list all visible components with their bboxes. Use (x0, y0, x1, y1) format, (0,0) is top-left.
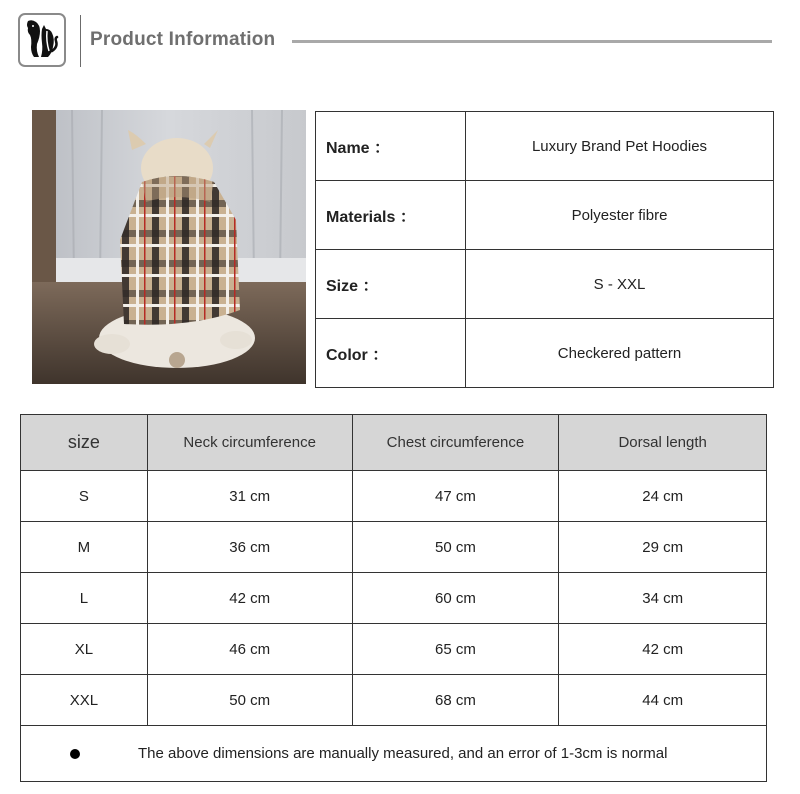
logo (18, 13, 66, 67)
column-header: Neck circumference (147, 415, 352, 471)
chest-cell: 68 cm (352, 675, 559, 726)
measurement-note: The above dimensions are manually measured, and an error of 1-3cm is normal (138, 745, 668, 762)
note-row (21, 726, 767, 782)
info-label: Size ： (316, 250, 466, 319)
column-header: Dorsal length (559, 415, 767, 471)
header-rule (292, 40, 772, 43)
dorsal-cell: 42 cm (559, 624, 767, 675)
column-header: size (21, 415, 148, 471)
size-chart-table (20, 414, 767, 782)
dog-cat-silhouette-icon (22, 17, 62, 63)
table-row (21, 675, 767, 726)
table-row (21, 573, 767, 624)
dog-in-checkered-hoodie-photo (32, 110, 306, 384)
table-row (21, 624, 767, 675)
info-value: Polyester fibre (466, 181, 774, 250)
info-row-size (316, 250, 774, 319)
chest-cell: 50 cm (352, 522, 559, 573)
size-cell: S (21, 471, 148, 522)
info-value: S - XXL (466, 250, 774, 319)
size-chart-header-row (21, 415, 767, 471)
dorsal-cell: 29 cm (559, 522, 767, 573)
dorsal-cell: 44 cm (559, 675, 767, 726)
info-label: Materials ： (316, 181, 466, 250)
size-cell: XXL (21, 675, 148, 726)
neck-cell: 50 cm (147, 675, 352, 726)
info-row-materials (316, 181, 774, 250)
table-row (21, 522, 767, 573)
note-cell (21, 726, 767, 782)
product-photo (32, 110, 306, 384)
size-cell: L (21, 573, 148, 624)
neck-cell: 42 cm (147, 573, 352, 624)
chest-cell: 60 cm (352, 573, 559, 624)
info-label: Name ： (316, 112, 466, 181)
column-header: Chest circumference (352, 415, 559, 471)
info-label: Color ： (316, 319, 466, 388)
table-row (21, 471, 767, 522)
neck-cell: 46 cm (147, 624, 352, 675)
neck-cell: 31 cm (147, 471, 352, 522)
bullet-icon (70, 749, 80, 759)
info-value: Luxury Brand Pet Hoodies (466, 112, 774, 181)
info-row-name (316, 112, 774, 181)
size-cell: M (21, 522, 148, 573)
page-title: Product Information (90, 29, 276, 50)
chest-cell: 47 cm (352, 471, 559, 522)
dorsal-cell: 34 cm (559, 573, 767, 624)
product-info-table (315, 111, 774, 388)
info-row-color (316, 319, 774, 388)
info-value: Checkered pattern (466, 319, 774, 388)
neck-cell: 36 cm (147, 522, 352, 573)
size-cell: XL (21, 624, 148, 675)
dorsal-cell: 24 cm (559, 471, 767, 522)
chest-cell: 65 cm (352, 624, 559, 675)
header-divider (80, 15, 81, 67)
